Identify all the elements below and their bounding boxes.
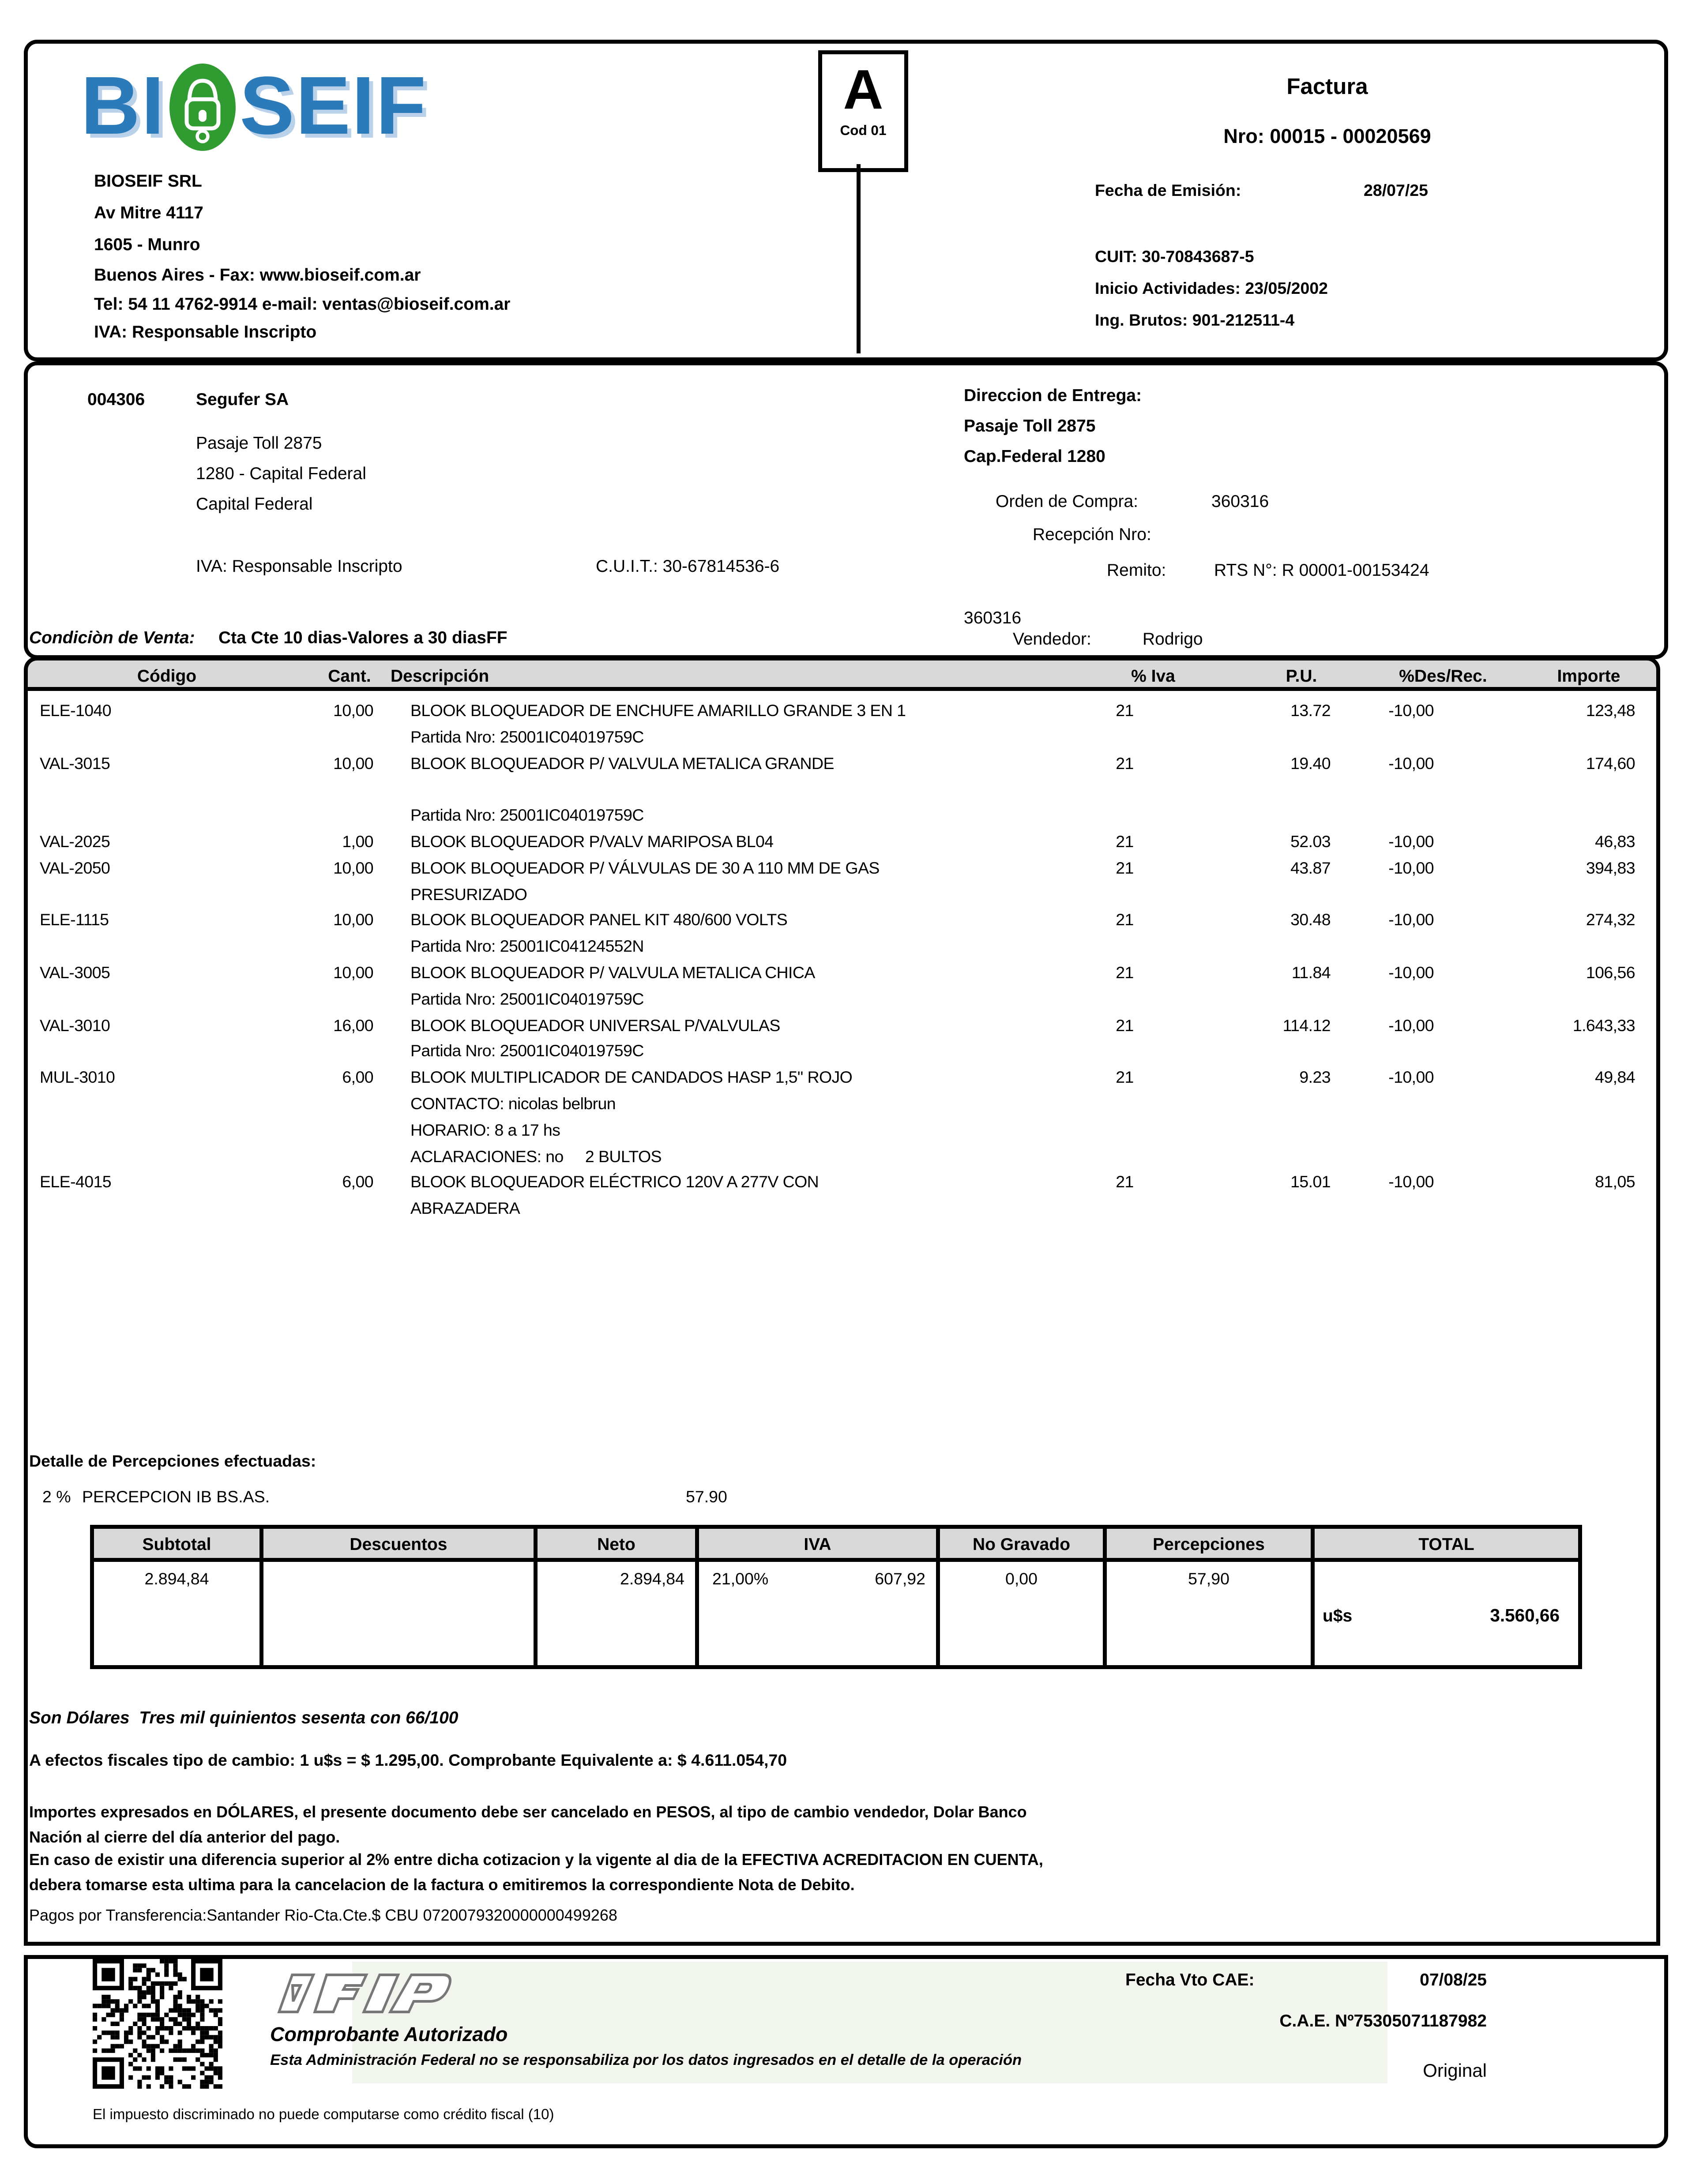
item-line [24, 1199, 1660, 1225]
total-currency: u$s [1323, 1606, 1353, 1625]
item-line [24, 990, 1660, 1016]
item-desc: ABRAZADERA [410, 1199, 520, 1218]
cond-venta-value: Cta Cte 10 dias-Valores a 30 diasFF [218, 627, 508, 647]
totals-h-iva: IVA [699, 1529, 940, 1562]
company-inicio: Inicio Actividades: 23/05/2002 [1095, 279, 1328, 298]
item-code: VAL-3005 [40, 963, 110, 982]
col-pu: P.U. [1286, 666, 1317, 686]
item-line [24, 780, 1660, 806]
emission-label: Fecha de Emisión: [1095, 181, 1241, 200]
col-descripcion: Descripción [391, 666, 489, 686]
company-tel: Tel: 54 11 4762-9914 e-mail: ventas@bioseif.com.ar [94, 294, 511, 314]
item-des: -10,00 [1388, 859, 1434, 878]
company-fax: Buenos Aires - Fax: www.bioseif.com.ar [94, 265, 421, 285]
item-iva: 21 [1116, 1016, 1134, 1035]
item-code: ELE-1115 [40, 911, 109, 930]
item-code: VAL-3010 [40, 1016, 110, 1035]
totals-value-row [94, 1562, 1578, 1665]
item-desc: PRESURIZADO [410, 885, 527, 904]
cae-number: C.A.E. Nº75305071187982 [1279, 2011, 1487, 2030]
item-desc: Partida Nro: 25001IC04019759C [410, 806, 644, 825]
percepciones-value: 57,90 [1188, 1570, 1229, 1588]
totals-h-subtotal: Subtotal [94, 1529, 263, 1562]
oc-repeat: 360316 [964, 608, 1022, 627]
item-des: -10,00 [1388, 1068, 1434, 1087]
total-value: 3.560,66 [1490, 1606, 1560, 1625]
qr-code [93, 1959, 222, 2089]
item-qty: 1,00 [342, 832, 373, 851]
item-des: -10,00 [1388, 832, 1434, 851]
item-desc: BLOOK BLOQUEADOR ELÉCTRICO 120V A 277V CON [410, 1173, 819, 1192]
item-pu: 43.87 [1290, 859, 1331, 878]
item-line [24, 754, 1660, 780]
no-gravado-value: 0,00 [1005, 1570, 1038, 1588]
totals-h-total: TOTAL [1315, 1529, 1578, 1562]
col-desrec: %Des/Rec. [1399, 666, 1487, 686]
cond-venta-label: Condiciòn de Venta: [29, 627, 195, 647]
item-desc: BLOOK BLOQUEADOR UNIVERSAL P/VALVULAS [410, 1016, 780, 1035]
iva-amount: 607,92 [875, 1570, 925, 1588]
item-line [24, 1042, 1660, 1068]
item-desc: BLOOK BLOQUEADOR DE ENCHUFE AMARILLO GRANDE 3 EN 1 [410, 702, 906, 720]
item-des: -10,00 [1388, 702, 1434, 720]
item-iva: 21 [1116, 859, 1134, 878]
item-qty: 6,00 [342, 1173, 373, 1192]
item-qty: 10,00 [333, 859, 373, 878]
oc-value: 360316 [1211, 491, 1269, 511]
item-qty: 10,00 [333, 754, 373, 773]
oc-label: Orden de Compra: [996, 491, 1139, 511]
item-desc: BLOOK BLOQUEADOR P/ VALVULA METALICA GRANDE [410, 754, 834, 773]
item-desc: Partida Nro: 25001IC04019759C [410, 728, 644, 747]
item-desc: BLOOK BLOQUEADOR P/ VALVULA METALICA CHICA [410, 963, 815, 982]
totals-table [90, 1525, 1582, 1669]
item-qty: 10,00 [333, 911, 373, 930]
company-cuit: CUIT: 30-70843687-5 [1095, 248, 1254, 266]
totals-h-nogravado: No Gravado [940, 1529, 1107, 1562]
doc-title: Factura [1286, 74, 1368, 99]
logo-text-right: SEIF [240, 61, 428, 152]
perceptions-title: Detalle de Percepciones efectuadas: [29, 1452, 316, 1471]
item-line [24, 938, 1660, 964]
item-code: VAL-2025 [40, 832, 110, 851]
item-desc: HORARIO: 8 a 17 hs [410, 1121, 560, 1140]
item-pu: 30.48 [1290, 911, 1331, 930]
vendedor-label: Vendedor: [1013, 629, 1091, 649]
item-imp: 394,83 [1586, 859, 1635, 878]
customer-code: 004306 [87, 389, 145, 409]
perception-amount: 57.90 [686, 1488, 727, 1506]
company-brutos: Ing. Brutos: 901-212511-4 [1095, 311, 1295, 330]
item-code: ELE-4015 [40, 1173, 111, 1192]
item-pu: 114.12 [1282, 1016, 1331, 1035]
tax-note: El impuesto discriminado no puede computarse como crédito fiscal (10) [93, 2107, 554, 2123]
item-line [24, 728, 1660, 754]
item-iva: 21 [1116, 963, 1134, 982]
invoice-type-letter: A [843, 58, 883, 120]
col-importe: Importe [1557, 666, 1620, 686]
item-line [24, 1147, 1660, 1173]
item-desc: BLOOK BLOQUEADOR P/VALV MARIPOSA BL04 [410, 832, 774, 851]
item-pu: 15.01 [1290, 1173, 1331, 1192]
item-line [24, 1095, 1660, 1121]
iva-rate: 21,00% [712, 1570, 769, 1588]
item-des: -10,00 [1388, 1016, 1434, 1035]
item-des: -10,00 [1388, 963, 1434, 982]
item-line [24, 1016, 1660, 1042]
items-table-header [24, 657, 1660, 691]
item-line [24, 859, 1660, 885]
recepcion-label: Recepción Nro: [1033, 524, 1151, 544]
item-line [24, 885, 1660, 911]
totals-h-neto: Neto [538, 1529, 699, 1562]
items-lines [24, 702, 1660, 1226]
item-iva: 21 [1116, 754, 1134, 773]
item-des: -10,00 [1388, 1173, 1434, 1192]
transfer-note: Pagos por Transferencia:Santander Rio-Cta.Cte.$ CBU 0720079320000000499268 [29, 1906, 617, 1925]
delivery-label: Direccion de Entrega: [964, 385, 1142, 405]
item-qty: 10,00 [333, 702, 373, 720]
item-imp: 174,60 [1586, 754, 1635, 773]
exchange-note: A efectos fiscales tipo de cambio: 1 u$s = $ 1.295,00. Comprobante Equivalente a: $ 4.611.054,70 [29, 1751, 787, 1770]
note-line-3: En caso de existir una diferencia superior al 2% entre dicha cotizacion y la vigente al dia de la EFECTIVA ACREDITACION EN CUENTA, [29, 1850, 1043, 1869]
item-code: ELE-1040 [40, 702, 111, 720]
customer-name: Segufer SA [196, 389, 289, 409]
item-code: VAL-3015 [40, 754, 110, 773]
item-pu: 13.72 [1290, 702, 1331, 720]
doc-number: Nro: 00015 - 00020569 [1223, 126, 1431, 148]
logo-text-left: BI [81, 61, 165, 152]
item-line [24, 1121, 1660, 1147]
item-desc: Partida Nro: 25001IC04019759C [410, 990, 644, 1009]
col-iva: % Iva [1131, 666, 1175, 686]
remito-label: Remito: [1107, 560, 1166, 580]
item-imp: 274,32 [1586, 911, 1635, 930]
totals-header-row [94, 1529, 1578, 1562]
vto-cae-date: 07/08/25 [1420, 1970, 1487, 1989]
item-imp: 1.643,33 [1572, 1016, 1635, 1035]
note-line-2: Nación al cierre del día anterior del pago. [29, 1828, 340, 1846]
col-codigo: Código [137, 666, 197, 686]
item-qty: 16,00 [333, 1016, 373, 1035]
item-desc: Partida Nro: 25001IC04124552N [410, 937, 644, 956]
item-desc: ACLARACIONES: no 2 BULTOS [410, 1147, 662, 1166]
item-iva: 21 [1116, 832, 1134, 851]
item-desc: BLOOK BLOQUEADOR P/ VÁLVULAS DE 30 A 110 MM DE GAS [410, 859, 880, 878]
item-iva: 21 [1116, 1068, 1134, 1087]
bioseif-logo [81, 62, 427, 152]
amount-in-words: Son Dólares Tres mil quinientos sesenta con 66/100 [29, 1707, 459, 1727]
company-name: BIOSEIF SRL [94, 171, 202, 191]
item-line [24, 964, 1660, 990]
item-line [24, 911, 1660, 937]
invoice-type-box [818, 50, 908, 172]
totals-h-descuentos: Descuentos [263, 1529, 538, 1562]
company-address: Av Mitre 4117 [94, 203, 203, 222]
customer-iva: IVA: Responsable Inscripto [196, 556, 402, 576]
delivery-city: Cap.Federal 1280 [964, 446, 1105, 466]
subtotal-value: 2.894,84 [144, 1570, 209, 1588]
item-des: -10,00 [1388, 754, 1434, 773]
item-imp: 49,84 [1595, 1068, 1635, 1087]
item-line [24, 833, 1660, 859]
item-imp: 123,48 [1586, 702, 1635, 720]
item-iva: 21 [1116, 911, 1134, 930]
invoice-type-code: Cod 01 [840, 123, 887, 139]
item-desc: CONTACTO: nicolas belbrun [410, 1094, 616, 1113]
vto-cae-label: Fecha Vto CAE: [1125, 1970, 1255, 1989]
item-line [24, 1068, 1660, 1094]
item-line [24, 807, 1660, 833]
item-line [24, 702, 1660, 728]
item-code: MUL-3010 [40, 1068, 115, 1087]
item-code: VAL-2050 [40, 859, 110, 878]
item-imp: 106,56 [1586, 963, 1635, 982]
item-iva: 21 [1116, 1173, 1134, 1192]
copy-type: Original [1423, 2060, 1487, 2081]
note-line-1: Importes expresados en DÓLARES, el presente documento debe ser cancelado en PESOS, al tipo de cambio vendedor, Dolar Banco [29, 1803, 1027, 1821]
item-imp: 81,05 [1595, 1173, 1635, 1192]
company-city: 1605 - Munro [94, 234, 200, 254]
item-iva: 21 [1116, 702, 1134, 720]
item-qty: 6,00 [342, 1068, 373, 1087]
item-desc: Partida Nro: 25001IC04019759C [410, 1042, 644, 1061]
item-imp: 46,83 [1595, 832, 1635, 851]
perception-name: PERCEPCION IB BS.AS. [82, 1488, 270, 1506]
neto-value: 2.894,84 [620, 1570, 684, 1588]
company-iva: IVA: Responsable Inscripto [94, 322, 317, 341]
item-pu: 52.03 [1290, 832, 1331, 851]
col-cant: Cant. [328, 666, 371, 686]
note-line-4: debera tomarse esta ultima para la cancelacion de la factura o emitiremos la correspondiente Nota de Debito. [29, 1876, 855, 1894]
item-desc: BLOOK BLOQUEADOR PANEL KIT 480/600 VOLTS [410, 911, 788, 930]
afip-disclaimer: Esta Administración Federal no se responsabiliza por los datos ingresados en el detalle de la operación [270, 2053, 1022, 2069]
remito-value: RTS N°: R 00001-00153424 [1214, 560, 1429, 580]
vendedor-value: Rodrigo [1143, 629, 1203, 649]
item-pu: 9.23 [1299, 1068, 1331, 1087]
emission-date: 28/07/25 [1364, 181, 1429, 200]
logo-padlock-icon [168, 62, 237, 152]
item-pu: 19.40 [1290, 754, 1331, 773]
item-desc: BLOOK MULTIPLICADOR DE CANDADOS HASP 1,5" ROJO [410, 1068, 853, 1087]
item-qty: 10,00 [333, 963, 373, 982]
delivery-address: Pasaje Toll 2875 [964, 416, 1096, 435]
customer-city2: Capital Federal [196, 494, 313, 514]
comprobante-autorizado: Comprobante Autorizado [270, 2024, 508, 2046]
customer-cuit: C.U.I.T.: 30-67814536-6 [596, 556, 780, 576]
header-divider [857, 164, 861, 353]
perception-rate: 2 % [42, 1488, 71, 1506]
customer-address: Pasaje Toll 2875 [196, 433, 322, 453]
item-line [24, 1173, 1660, 1199]
item-des: -10,00 [1388, 911, 1434, 930]
item-pu: 11.84 [1291, 963, 1331, 982]
afip-logo [270, 1967, 522, 2020]
totals-h-percepciones: Percepciones [1107, 1529, 1315, 1562]
customer-city1: 1280 - Capital Federal [196, 463, 366, 483]
